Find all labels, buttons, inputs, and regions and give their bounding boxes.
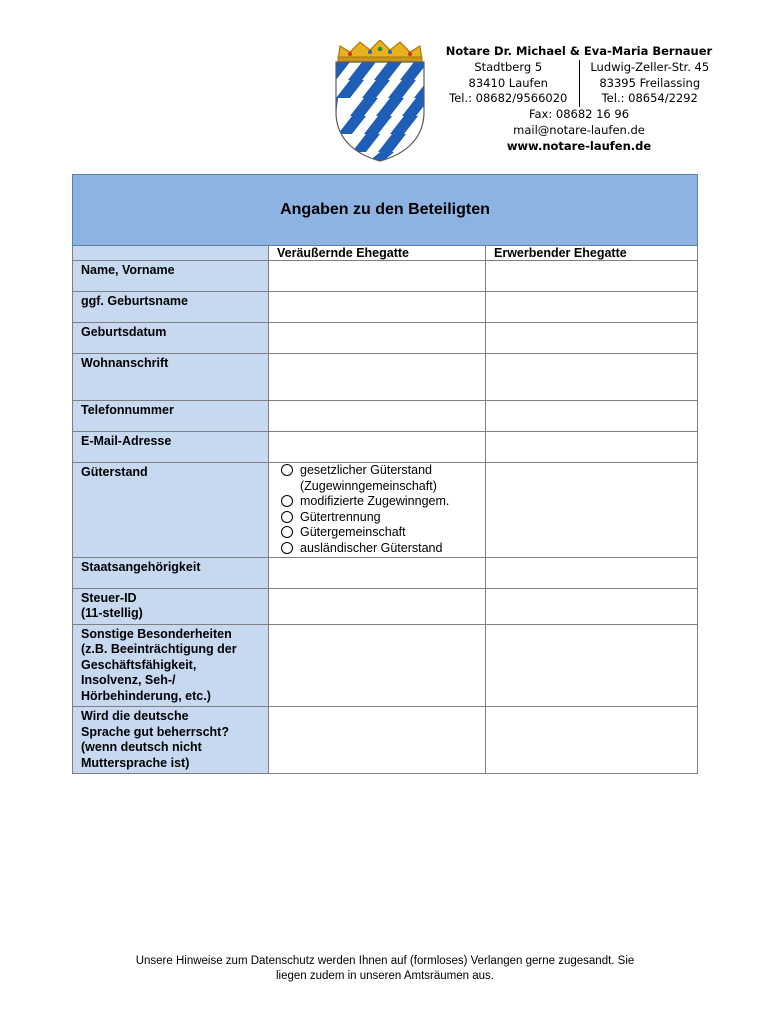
buyer-language-field[interactable]: [486, 707, 698, 774]
office-freilassing-street: Ludwig-Zeller-Str. 45: [590, 59, 710, 74]
buyer-birth-date-field[interactable]: [486, 323, 698, 354]
seller-birth-date-field[interactable]: [269, 323, 486, 354]
table-row: [73, 707, 698, 774]
radio-circle-icon[interactable]: [281, 511, 293, 523]
header-corner: [73, 246, 269, 261]
participants-form: [72, 174, 698, 774]
buyer-special-notes-field[interactable]: [486, 624, 698, 707]
buyer-nationality-field[interactable]: [486, 557, 698, 588]
language-line: Wird die deutsche: [81, 709, 189, 724]
row-label-language: [73, 707, 269, 774]
privacy-notice-line: Unsere Hinweise zum Datenschutz werden Ihnen auf (formloses) Verlangen gerne zugesandt. Sie: [135, 955, 635, 967]
office-freilassing: [580, 60, 721, 107]
option-community[interactable]: [281, 525, 485, 541]
seller-tax-id-field[interactable]: [269, 588, 486, 624]
special-notes-line: Sonstige Besonderheiten: [81, 626, 232, 641]
special-notes-line: Insolvenz, Seh-/: [81, 673, 176, 688]
table-row: [73, 323, 698, 354]
table-row: [73, 463, 698, 558]
office-laufen-city: 83410 Laufen: [468, 75, 548, 90]
email-address: mail@notare-laufen.de: [513, 122, 645, 137]
table-row: [73, 261, 698, 292]
buyer-tax-id-field[interactable]: [486, 588, 698, 624]
notary-name: Notare Dr. Michael & Eva-Maria Bernauer: [445, 44, 713, 58]
row-label-name: Name, Vorname: [73, 261, 269, 292]
row-label-address: Wohnanschrift: [73, 354, 269, 401]
form-title: Angaben zu den Beteiligten: [73, 175, 698, 246]
fax-number: Fax: 08682 16 96: [528, 107, 630, 122]
language-line: Muttersprache ist): [81, 755, 190, 770]
table-row: [73, 588, 698, 624]
crown-icon: [338, 40, 422, 62]
row-label-birth-date: Geburtsdatum: [73, 323, 269, 354]
privacy-notice-line: liegen zudem in unseren Amtsräumen aus.: [276, 970, 494, 982]
seller-name-field[interactable]: [269, 261, 486, 292]
website: www.notare-laufen.de: [506, 138, 652, 153]
office-laufen: [438, 60, 580, 107]
option-foreign[interactable]: [281, 541, 485, 557]
table-row: [73, 401, 698, 432]
row-label-phone: Telefonnummer: [73, 401, 269, 432]
bavarian-crest-icon: [332, 40, 428, 162]
seller-birth-name-field[interactable]: [269, 292, 486, 323]
buyer-birth-name-field[interactable]: [486, 292, 698, 323]
row-label-email: E-Mail-Adresse: [73, 432, 269, 463]
seller-nationality-field[interactable]: [269, 557, 486, 588]
seller-special-notes-field[interactable]: [269, 624, 486, 707]
row-label-special-notes: [73, 624, 269, 707]
column-header-buyer: Erwerbender Ehegatte: [486, 246, 698, 261]
radio-circle-icon[interactable]: [281, 542, 293, 554]
seller-property-regime-options: [269, 463, 486, 558]
special-notes-line: Hörbehinderung, etc.): [81, 688, 211, 703]
table-row: [73, 354, 698, 401]
buyer-property-regime-field[interactable]: [486, 463, 698, 558]
office-laufen-street: Stadtberg 5: [474, 59, 543, 74]
option-separation-label: Gütertrennung: [300, 509, 381, 524]
option-modified-label: modifizierte Zugewinngem.: [300, 494, 450, 509]
option-separation[interactable]: [281, 510, 485, 526]
seller-phone-field[interactable]: [269, 401, 486, 432]
office-addresses: [438, 60, 720, 107]
office-laufen-phone: Tel.: 08682/9566020: [449, 91, 568, 106]
option-community-label: Gütergemeinschaft: [300, 525, 406, 540]
privacy-notice: [80, 954, 690, 984]
buyer-phone-field[interactable]: [486, 401, 698, 432]
office-freilassing-city: 83395 Freilassing: [599, 75, 701, 90]
buyer-name-field[interactable]: [486, 261, 698, 292]
buyer-address-field[interactable]: [486, 354, 698, 401]
row-label-property-regime: Güterstand: [73, 463, 269, 558]
seller-email-field[interactable]: [269, 432, 486, 463]
letterhead: [438, 44, 720, 155]
option-statutory-note: [281, 479, 485, 495]
column-header-seller: Veräußernde Ehegatte: [269, 246, 486, 261]
option-foreign-label: ausländischer Güterstand: [300, 540, 443, 555]
seller-address-field[interactable]: [269, 354, 486, 401]
office-freilassing-phone: Tel.: 08654/2292: [601, 91, 698, 106]
option-statutory[interactable]: [281, 463, 485, 479]
table-row: [73, 624, 698, 707]
radio-circle-icon[interactable]: [281, 526, 293, 538]
table-row: [73, 292, 698, 323]
option-modified[interactable]: [281, 494, 485, 510]
special-notes-line: (z.B. Beeinträchtigung der: [81, 642, 237, 657]
radio-circle-icon[interactable]: [281, 464, 293, 476]
language-line: (wenn deutsch nicht: [81, 740, 202, 755]
tax-id-hint: (11-stellig): [81, 606, 143, 621]
radio-circle-icon[interactable]: [281, 495, 293, 507]
option-statutory-label: gesetzlicher Güterstand: [300, 463, 433, 477]
special-notes-line: Geschäftsfähigkeit,: [81, 657, 197, 672]
row-label-birth-name: ggf. Geburtsname: [73, 292, 269, 323]
tax-id-label: Steuer-ID: [81, 590, 137, 605]
table-row: [73, 432, 698, 463]
language-line: Sprache gut beherrscht?: [81, 724, 229, 739]
row-label-tax-id: [73, 588, 269, 624]
table-row: [73, 557, 698, 588]
row-label-nationality: Staatsangehörigkeit: [73, 557, 269, 588]
buyer-email-field[interactable]: [486, 432, 698, 463]
seller-language-field[interactable]: [269, 707, 486, 774]
option-statutory-sublabel: (Zugewinngemeinschaft): [300, 478, 437, 493]
